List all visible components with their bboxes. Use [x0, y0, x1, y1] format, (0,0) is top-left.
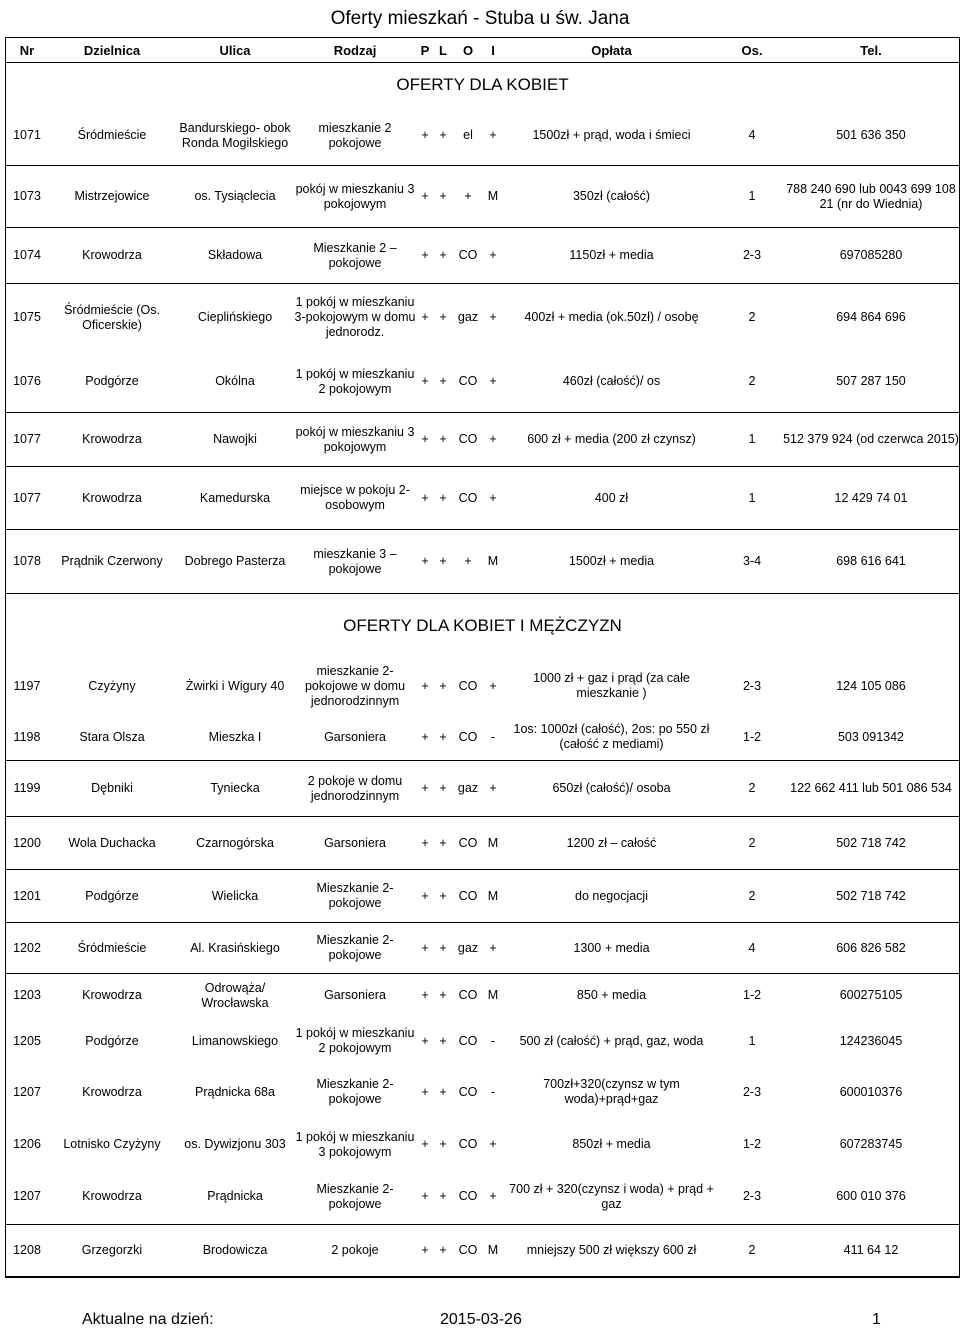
cell-p: + — [416, 715, 434, 761]
cell-oplata: 600 zł + media (200 zł czynsz) — [502, 413, 721, 467]
footer-page-number: 1 — [872, 1311, 881, 1328]
cell-l: + — [434, 352, 452, 413]
cell-nr: 1207 — [6, 1170, 48, 1225]
cell-o: + — [452, 166, 484, 228]
cell-oplata: 1500zł + prąd, woda i śmieci — [502, 107, 721, 166]
cell-l: + — [434, 413, 452, 467]
table-row — [6, 413, 959, 467]
cell-i: + — [484, 107, 502, 166]
cell-dzielnica: Grzegorzki — [48, 1225, 176, 1277]
cell-i: + — [484, 228, 502, 284]
cell-ulica: Nawojki — [176, 413, 294, 467]
cell-oplata: mniejszy 500 zł większy 600 zł — [502, 1225, 721, 1277]
cell-o: CO — [452, 817, 484, 870]
cell-oplata: 850 + media — [576, 988, 647, 1003]
cell-ulica: Składowa — [176, 228, 294, 284]
cell-i: M — [484, 870, 502, 923]
cell-dzielnica: Wola Duchacka — [48, 817, 176, 870]
table-row — [6, 166, 959, 228]
cell-dzielnica: Prądnik Czerwony — [48, 530, 176, 594]
cell-ulica: Wielicka — [176, 870, 294, 923]
cell-ulica: Al. Krasińskiego — [176, 923, 294, 974]
cell-dzielnica: Podgórze — [48, 352, 176, 413]
cell-tel: 788 240 690 lub 0043 699 108 21 (nr do Wiednia) — [783, 166, 959, 228]
cell-oplata: 1300 + media — [502, 923, 721, 974]
cell-l: + — [439, 310, 447, 325]
section-header — [6, 594, 959, 658]
cell-dzielnica: Krowodrza — [82, 988, 142, 1003]
cell-i: M — [484, 530, 502, 594]
cell-i: - — [490, 1033, 496, 1048]
cell-tel: 507 287 150 — [783, 352, 959, 413]
cell-p: + — [416, 467, 434, 530]
cell-p: + — [416, 413, 434, 467]
table-row — [6, 974, 959, 1018]
cell-rodzaj: Garsoniera — [294, 817, 416, 870]
cell-nr: 1076 — [6, 352, 48, 413]
cell-ulica: Brodowicza — [176, 1225, 294, 1277]
cell-dzielnica: Śródmieście — [48, 923, 176, 974]
table-row — [6, 870, 959, 923]
cell-ulica: os. Dywizjonu 303 — [184, 1137, 286, 1151]
cell-os: 1 — [721, 413, 783, 467]
cell-tel: 502 718 742 — [783, 817, 959, 870]
header-o: O — [452, 38, 484, 63]
cell-rodzaj: Mieszkanie 2-pokojowe — [294, 1170, 416, 1225]
cell-i: + — [484, 1170, 502, 1225]
cell-l: + — [439, 1137, 447, 1151]
cell-os: 2-3 — [742, 678, 762, 693]
cell-p: + — [416, 870, 434, 923]
cell-dzielnica: Podgórze — [85, 1033, 139, 1048]
table-row — [6, 284, 959, 352]
section-header — [6, 63, 959, 107]
cell-dzielnica: Czyżyny — [88, 678, 136, 693]
cell-nr: 1071 — [6, 107, 48, 166]
table-row — [6, 107, 959, 166]
cell-oplata: 1200 zł – całość — [502, 817, 721, 870]
cell-rodzaj: Mieszkanie 2-pokojowe — [316, 1077, 394, 1106]
header-p: P — [416, 38, 434, 63]
cell-p: + — [416, 1170, 434, 1225]
cell-p: + — [421, 310, 429, 325]
cell-os: 2 — [721, 352, 783, 413]
cell-o: CO — [452, 352, 484, 413]
cell-dzielnica: Krowodrza — [48, 228, 176, 284]
cell-o: CO — [452, 228, 484, 284]
cell-rodzaj: pokój w mieszkaniu 3 pokojowym — [294, 413, 416, 467]
cell-l: + — [434, 715, 452, 761]
cell-dzielnica: Śródmieście (Os. Oficerskie) — [64, 302, 160, 332]
cell-p: + — [416, 1225, 434, 1277]
header-os: Os. — [721, 38, 783, 63]
cell-rodzaj: mieszkanie 2 pokojowe — [294, 107, 416, 166]
cell-oplata: 700 zł + 320(czynsz i woda) + prąd + gaz — [502, 1170, 721, 1225]
cell-os: 2 — [721, 817, 783, 870]
cell-i: + — [489, 678, 497, 693]
cell-l: + — [434, 107, 452, 166]
cell-dzielnica: Stara Olsza — [48, 715, 176, 761]
cell-tel: 600275105 — [839, 988, 903, 1003]
header-oplata: Opłata — [502, 38, 721, 63]
table-row — [6, 1120, 959, 1170]
table-row — [6, 817, 959, 870]
cell-nr: 1077 — [6, 467, 48, 530]
cell-o: CO — [452, 413, 484, 467]
cell-o: CO — [452, 870, 484, 923]
cell-dzielnica: Krowodrza — [82, 1084, 142, 1099]
cell-l: + — [439, 1033, 447, 1048]
table-row — [6, 1225, 959, 1277]
header-rodzaj: Rodzaj — [294, 38, 416, 63]
cell-o: CO — [452, 467, 484, 530]
cell-p: + — [416, 166, 434, 228]
cell-os: 2-3 — [721, 1170, 783, 1225]
cell-oplata: 350zł (całość) — [502, 166, 721, 228]
cell-o: CO — [458, 988, 478, 1003]
cell-os: 1 — [721, 467, 783, 530]
cell-ulica: Odrowąża/ Wrocławska — [201, 980, 269, 1010]
cell-oplata: 1000 zł + gaz i prąd (za całe mieszkanie ) — [533, 671, 690, 700]
cell-os: 1 — [721, 166, 783, 228]
cell-o: gaz — [457, 310, 479, 325]
header-nr: Nr — [6, 38, 48, 63]
cell-i: + — [484, 923, 502, 974]
cell-ulica: Prądnicka 68a — [195, 1084, 275, 1099]
cell-oplata: 500 zł (całość) + prąd, gaz, woda — [519, 1033, 704, 1048]
cell-p: + — [421, 988, 429, 1003]
cell-dzielnica: Lotnisko Czyżyny — [63, 1137, 161, 1151]
cell-tel: 122 662 411 lub 501 086 534 — [783, 761, 959, 817]
cell-p: + — [416, 228, 434, 284]
cell-i: M — [484, 166, 502, 228]
cell-nr: 1201 — [6, 870, 48, 923]
cell-tel: 411 64 12 — [783, 1225, 959, 1277]
cell-tel: 606 826 582 — [783, 923, 959, 974]
cell-oplata: 650zł (całość)/ osoba — [502, 761, 721, 817]
cell-nr: 1199 — [6, 761, 48, 817]
cell-ulica: Mieszka I — [176, 715, 294, 761]
cell-dzielnica: Krowodrza — [48, 1170, 176, 1225]
cell-nr: 1208 — [6, 1225, 48, 1277]
cell-tel: 512 379 924 (od czerwca 2015) — [783, 413, 959, 467]
cell-p: + — [421, 1137, 429, 1151]
cell-o: + — [452, 530, 484, 594]
cell-l: + — [434, 923, 452, 974]
section-title: OFERTY DLA KOBIET I MĘŻCZYZN — [343, 616, 622, 636]
cell-tel: 502 718 742 — [783, 870, 959, 923]
cell-os: 1 — [748, 1033, 756, 1048]
cell-p: + — [416, 923, 434, 974]
cell-o: gaz — [452, 923, 484, 974]
cell-i: + — [484, 352, 502, 413]
table-row — [6, 228, 959, 284]
cell-tel: 600 010 376 — [783, 1170, 959, 1225]
cell-o: CO — [452, 1170, 484, 1225]
cell-dzielnica: Krowodrza — [48, 467, 176, 530]
cell-tel: 503 091342 — [783, 715, 959, 761]
cell-nr: 1205 — [13, 1033, 41, 1048]
cell-l: + — [434, 1225, 452, 1277]
cell-ulica: Czarnogórska — [176, 817, 294, 870]
footer-label: Aktualne na dzień: — [82, 1311, 214, 1328]
cell-o: gaz — [452, 761, 484, 817]
table-row — [6, 761, 959, 817]
cell-rodzaj: miejsce w pokoju 2-osobowym — [294, 467, 416, 530]
cell-ulica: Kamedurska — [176, 467, 294, 530]
cell-tel: 124236045 — [839, 1033, 903, 1048]
cell-ulica: Prądnicka — [176, 1170, 294, 1225]
cell-nr: 1074 — [6, 228, 48, 284]
section-title: OFERTY DLA KOBIET — [396, 75, 569, 95]
cell-l: + — [434, 467, 452, 530]
cell-o: CO — [452, 1225, 484, 1277]
cell-l: + — [439, 678, 447, 693]
cell-oplata: 700zł+320(czynsz w tym woda)+prąd+gaz — [543, 1077, 680, 1106]
table-row — [6, 923, 959, 974]
table-row — [6, 1170, 959, 1225]
cell-tel: 697085280 — [783, 228, 959, 284]
cell-os: 4 — [721, 107, 783, 166]
cell-l: + — [434, 761, 452, 817]
cell-o: CO — [458, 678, 478, 693]
cell-i: + — [484, 761, 502, 817]
cell-rodzaj: Mieszkanie 2 – pokojowe — [294, 228, 416, 284]
cell-rodzaj: 1 pokój w mieszkaniu 3-pokojowym w domu jednorodz. — [294, 295, 416, 340]
cell-oplata: 1os: 1000zł (całość), 2os: po 550 zł (całość z mediami) — [502, 715, 721, 761]
cell-l: + — [434, 1170, 452, 1225]
cell-l: + — [434, 228, 452, 284]
cell-l: + — [434, 870, 452, 923]
cell-p: + — [416, 352, 434, 413]
cell-os: 1-2 — [742, 988, 762, 1003]
cell-l: + — [439, 1084, 447, 1099]
table-row — [6, 1065, 959, 1120]
cell-oplata: 1150zł + media — [502, 228, 721, 284]
cell-tel: 607283745 — [839, 1137, 903, 1151]
cell-oplata: 1500zł + media — [502, 530, 721, 594]
page-title: Oferty mieszkań - Stuba u św. Jana — [330, 8, 630, 29]
cell-i: M — [487, 988, 499, 1003]
cell-nr: 1207 — [13, 1084, 41, 1099]
cell-nr: 1198 — [6, 715, 48, 761]
cell-rodzaj: Mieszkanie 2-pokojowe — [294, 870, 416, 923]
cell-nr: 1202 — [6, 923, 48, 974]
cell-nr: 1203 — [13, 988, 41, 1003]
cell-p: + — [421, 1084, 429, 1099]
cell-os: 2-3 — [721, 228, 783, 284]
cell-i: + — [484, 413, 502, 467]
cell-os: 2 — [721, 870, 783, 923]
cell-rodzaj: mieszkanie 2-pokojowe w domu jednorodzinnym — [304, 663, 406, 708]
cell-rodzaj: 2 pokoje — [294, 1225, 416, 1277]
cell-rodzaj: 1 pokój w mieszkaniu 2 pokojowym — [294, 352, 416, 413]
cell-tel: 501 636 350 — [783, 107, 959, 166]
cell-i: + — [484, 467, 502, 530]
cell-ulica: os. Tysiąclecia — [176, 166, 294, 228]
cell-ulica: Limanowskiego — [191, 1033, 279, 1048]
cell-tel: 698 616 641 — [783, 530, 959, 594]
offers-table-body — [6, 38, 959, 1277]
cell-dzielnica: Krowodrza — [48, 413, 176, 467]
cell-nr: 1197 — [13, 678, 41, 693]
cell-os: 2 — [721, 1225, 783, 1277]
cell-oplata: 400zł + media (ok.50zł) / osobę — [524, 310, 699, 325]
cell-dzielnica: Podgórze — [48, 870, 176, 923]
cell-rodzaj: Mieszkanie 2-pokojowe — [294, 923, 416, 974]
cell-nr: 1077 — [6, 413, 48, 467]
cell-tel: 124 105 086 — [836, 678, 906, 693]
cell-p: + — [416, 817, 434, 870]
cell-rodzaj: Garsoniera — [324, 988, 386, 1003]
cell-dzielnica: Śródmieście — [48, 107, 176, 166]
cell-i: + — [489, 1137, 497, 1151]
cell-i: M — [484, 1225, 502, 1277]
cell-os: 4 — [721, 923, 783, 974]
header-ulica: Ulica — [176, 38, 294, 63]
cell-p: + — [416, 761, 434, 817]
cell-oplata: 460zł (całość)/ os — [502, 352, 721, 413]
cell-tel: 12 429 74 01 — [783, 467, 959, 530]
cell-tel: 694 864 696 — [836, 310, 906, 325]
cell-rodzaj: pokój w mieszkaniu 3 pokojowym — [294, 166, 416, 228]
header-tel: Tel. — [783, 38, 959, 63]
header-i: I — [484, 38, 502, 63]
cell-ulica: Bandurskiego- obok Ronda Mogilskiego — [176, 107, 294, 166]
cell-l: + — [439, 988, 447, 1003]
table-row — [6, 467, 959, 530]
table-row — [6, 1018, 959, 1065]
cell-i: M — [484, 817, 502, 870]
cell-rodzaj: 1 pokój w mieszkaniu 3 pokojowym — [295, 1129, 415, 1159]
cell-nr: 1073 — [6, 166, 48, 228]
cell-tel: 600010376 — [839, 1084, 903, 1099]
cell-i: - — [484, 715, 502, 761]
cell-oplata: do negocjacji — [502, 870, 721, 923]
cell-p: + — [421, 1033, 429, 1048]
cell-l: + — [434, 166, 452, 228]
cell-rodzaj: mieszkanie 3 – pokojowe — [294, 530, 416, 594]
table-row — [6, 658, 959, 715]
cell-rodzaj: 1 pokój w mieszkaniu 2 pokojowym — [295, 1026, 415, 1055]
cell-os: 2-3 — [742, 1084, 762, 1099]
cell-oplata: 400 zł — [502, 467, 721, 530]
cell-i: + — [489, 310, 497, 325]
cell-o: CO — [458, 1137, 478, 1151]
cell-o: el — [452, 107, 484, 166]
cell-nr: 1206 — [13, 1137, 41, 1151]
cell-p: + — [416, 530, 434, 594]
cell-ulica: Cieplińskiego — [197, 310, 273, 325]
cell-p: + — [421, 678, 429, 693]
cell-os: 1-2 — [742, 1137, 762, 1151]
cell-ulica: Żwirki i Wigury 40 — [185, 678, 285, 693]
offers-sheet — [5, 37, 960, 1278]
cell-dzielnica: Dębniki — [48, 761, 176, 817]
cell-os: 2 — [748, 310, 756, 325]
cell-ulica: Dobrego Pasterza — [176, 530, 294, 594]
cell-oplata: 850zł + media — [572, 1137, 651, 1151]
cell-nr: 1078 — [6, 530, 48, 594]
cell-rodzaj: 2 pokoje w domu jednorodzinnym — [294, 761, 416, 817]
offers-table — [6, 38, 959, 1277]
cell-p: + — [416, 107, 434, 166]
cell-os: 1-2 — [721, 715, 783, 761]
table-row — [6, 352, 959, 413]
header-dzielnica: Dzielnica — [48, 38, 176, 63]
cell-l: + — [434, 817, 452, 870]
cell-l: + — [434, 530, 452, 594]
cell-nr: 1075 — [13, 310, 41, 325]
cell-o: CO — [458, 1033, 478, 1048]
cell-nr: 1200 — [6, 817, 48, 870]
cell-os: 3-4 — [721, 530, 783, 594]
header-l: L — [434, 38, 452, 63]
cell-rodzaj: Garsoniera — [294, 715, 416, 761]
table-row — [6, 530, 959, 594]
cell-o: CO — [452, 715, 484, 761]
cell-ulica: Tyniecka — [176, 761, 294, 817]
cell-dzielnica: Mistrzejowice — [48, 166, 176, 228]
header-row — [6, 38, 959, 63]
cell-ulica: Okólna — [176, 352, 294, 413]
cell-o: CO — [458, 1084, 478, 1099]
cell-os: 2 — [721, 761, 783, 817]
cell-i: - — [490, 1084, 496, 1099]
table-row — [6, 715, 959, 761]
footer-date: 2015-03-26 — [440, 1311, 522, 1328]
